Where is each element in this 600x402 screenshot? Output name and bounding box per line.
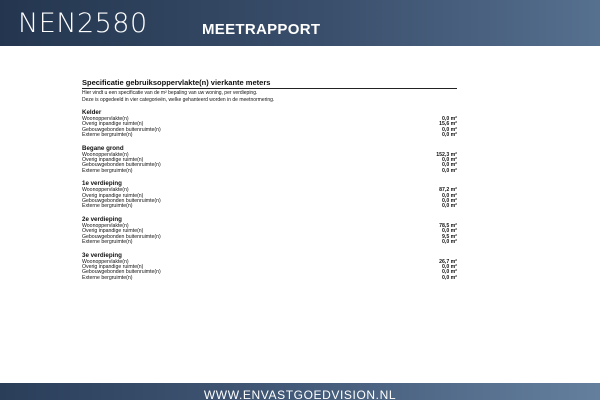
floor-title: 2e verdieping <box>82 215 122 223</box>
row-value: 0,0 m² <box>442 162 457 169</box>
row-label: Gebouwgebonden buitenruimte(n) <box>82 198 161 205</box>
measurement-row <box>82 133 457 138</box>
floor-group-2e-verdieping <box>82 216 457 246</box>
row-value: 0,0 m² <box>442 198 457 205</box>
row-label: Overig inpandige ruimte(n) <box>82 121 144 128</box>
page-footer <box>0 383 600 400</box>
row-label: Woonoppervlakte(n) <box>82 151 129 158</box>
row-value: 78,5 m² <box>439 222 457 229</box>
row-label: Woonoppervlakte(n) <box>82 258 129 265</box>
floor-title: Kelder <box>82 109 102 116</box>
row-value: 0,0 m² <box>442 228 457 235</box>
row-label: Overig inpandige ruimte(n) <box>82 263 144 270</box>
row-value: 0,0 m² <box>442 167 457 174</box>
row-label: Externe bergruimte(n) <box>82 274 133 281</box>
row-value: 0,0 m² <box>442 157 457 164</box>
row-label: Overig inpandige ruimte(n) <box>82 157 144 164</box>
row-value: 0,0 m² <box>442 239 457 246</box>
row-value: 0,0 m² <box>442 126 457 133</box>
row-value: 0,0 m² <box>442 116 457 122</box>
row-label: Woonoppervlakte(n) <box>82 187 129 194</box>
floor-title: Begane grond <box>82 144 124 152</box>
measurement-row <box>82 169 457 174</box>
brand-logo-text: NEN2580 <box>18 8 148 39</box>
page-header <box>0 0 600 46</box>
measurement-row <box>82 240 457 245</box>
row-label: Woonoppervlakte(n) <box>82 116 129 122</box>
row-value: 152,3 m² <box>436 151 457 158</box>
floor-group-1e-verdieping <box>82 180 457 210</box>
measurement-row <box>82 204 457 209</box>
row-label: Gebouwgebonden buitenruimte(n) <box>82 233 161 240</box>
intro-line: Deze is opgedeeld in vier categorieën, welke gehanteerd worden in de meetnormering. <box>82 97 275 103</box>
floor-group-kelder <box>82 109 457 139</box>
row-value: 0,0 m² <box>442 203 457 210</box>
row-value: 0,0 m² <box>442 132 457 139</box>
website-url: WWW.ENVASTGOEDVISION.NL <box>203 388 397 402</box>
row-label: Externe bergruimte(n) <box>82 167 133 174</box>
row-label: Externe bergruimte(n) <box>82 132 133 139</box>
row-value: 26,7 m² <box>439 258 457 265</box>
row-label: Externe bergruimte(n) <box>82 239 133 246</box>
measurement-row <box>82 276 457 281</box>
section-title: Specificatie gebruiksoppervlakte(n) vierkante meters <box>82 78 457 89</box>
floor-group-3e-verdieping <box>82 252 457 282</box>
report-content <box>82 78 457 281</box>
row-value: 0,0 m² <box>442 192 457 199</box>
row-label: Gebouwgebonden buitenruimte(n) <box>82 126 161 133</box>
row-value: 87,2 m² <box>439 187 457 194</box>
document-title: MEETRAPPORT <box>202 21 321 38</box>
floor-title: 1e verdieping <box>82 180 122 188</box>
row-value: 15,6 m² <box>439 121 457 128</box>
floor-group-begane-grond <box>82 145 457 175</box>
row-label: Gebouwgebonden buitenruimte(n) <box>82 162 161 169</box>
row-value: 0,0 m² <box>442 263 457 270</box>
row-label: Externe bergruimte(n) <box>82 203 133 210</box>
row-value: 0,0 m² <box>442 274 457 281</box>
row-value: 0,0 m² <box>442 269 457 276</box>
row-label: Woonoppervlakte(n) <box>82 222 129 229</box>
row-label: Gebouwgebonden buitenruimte(n) <box>82 269 161 276</box>
intro-line: Hier vindt u een specificatie van de m² bepaling van uw woning, per verdieping. <box>82 90 258 96</box>
row-label: Overig inpandige ruimte(n) <box>82 192 144 199</box>
row-label: Overig inpandige ruimte(n) <box>82 228 144 235</box>
floor-title: 3e verdieping <box>82 251 122 259</box>
row-value: 9,5 m² <box>442 233 457 240</box>
